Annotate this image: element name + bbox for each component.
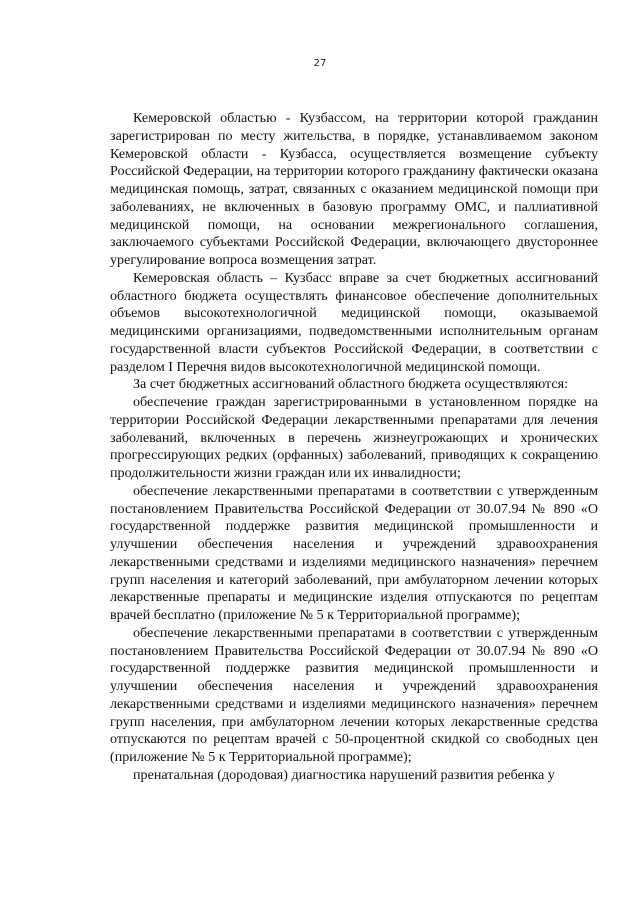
- paragraph-free-medicines: обеспечение лекарственными препаратами в соответствии с утвержденным постановлением Правительства Российской Федерации от 30.07.94 № 890 «О государственной поддержке развития медицинской промышленности и улучшении обеспечения населения и учреждений здравоохранения лекарственными средствами и изделиями медицинского назначения» перечнем групп населения и категорий заболеваний, при амбулаторном лечении которых лекарственные препараты и медицинские изделия отпускаются по рецептам врачей бесплатно (приложение № 5 к Территориальной программе);: [110, 482, 598, 623]
- paragraph-orphan-diseases: обеспечение граждан зарегистрированными в установленном порядке на территории Российской Федерации лекарственными препаратами для лечения заболеваний, включенных в перечень жизнеугрожающих и хронических прогрессирующих редких (орфанных) заболеваний, приводящих к сокращению продолжительности жизни граждан или их инвалидности;: [110, 394, 598, 481]
- paragraph-discount-medicines: обеспечение лекарственными препаратами в соответствии с утвержденным постановлением Правительства Российской Федерации от 30.07.94 № 890 «О государственной поддержке развития медицинской промышленности и улучшении обеспечения населения и учреждений здравоохранения лекарственными средствами и изделиями медицинского назначения» перечнем групп населения, при амбулаторном лечении которых лекарственные средства отпускаются по рецептам врачей с 50-процентной скидкой со свободных цен (приложение № 5 к Территориальной программе);: [110, 624, 598, 765]
- paragraph-interregional-compensation: Кемеровской областью - Кузбассом, на территории которой гражданин зарегистрирован по месту жительства, в порядке, устанавливаемом законом Кемеровской области - Кузбасса, осуществляется возмещение субъекту Российской Федерации, на территории которого гражданину фактически оказана медицинская помощь, затрат, связанных с оказанием медицинской помощи при заболеваниях, не включенных в базовую программу ОМС, и паллиативной медицинской помощи, на основании межрегионального соглашения, заключаемого субъектами Российской Федерации, включающего двустороннее урегулирование вопроса возмещения затрат.: [110, 110, 598, 268]
- page-number: 27: [313, 58, 327, 69]
- paragraph-budget-intro: За счет бюджетных ассигнований областного бюджета осуществляются:: [133, 376, 569, 393]
- body-text: [110, 110, 598, 785]
- paragraph-high-tech-care: Кемеровская область – Кузбасс вправе за счет бюджетных ассигнований областного бюджета осуществлять финансовое обеспечение дополнительных объемов высокотехнологичной медицинской помощи, оказываемой медицинскими организациями, подведомственными исполнительным органам государственной власти субъектов Российской Федерации, в соответствии с разделом I Перечня видов высокотехнологичной медицинской помощи.: [110, 269, 598, 375]
- paragraph-prenatal-diagnostics: пренатальная (дородовая) диагностика нарушений развития ребенка у: [133, 766, 555, 783]
